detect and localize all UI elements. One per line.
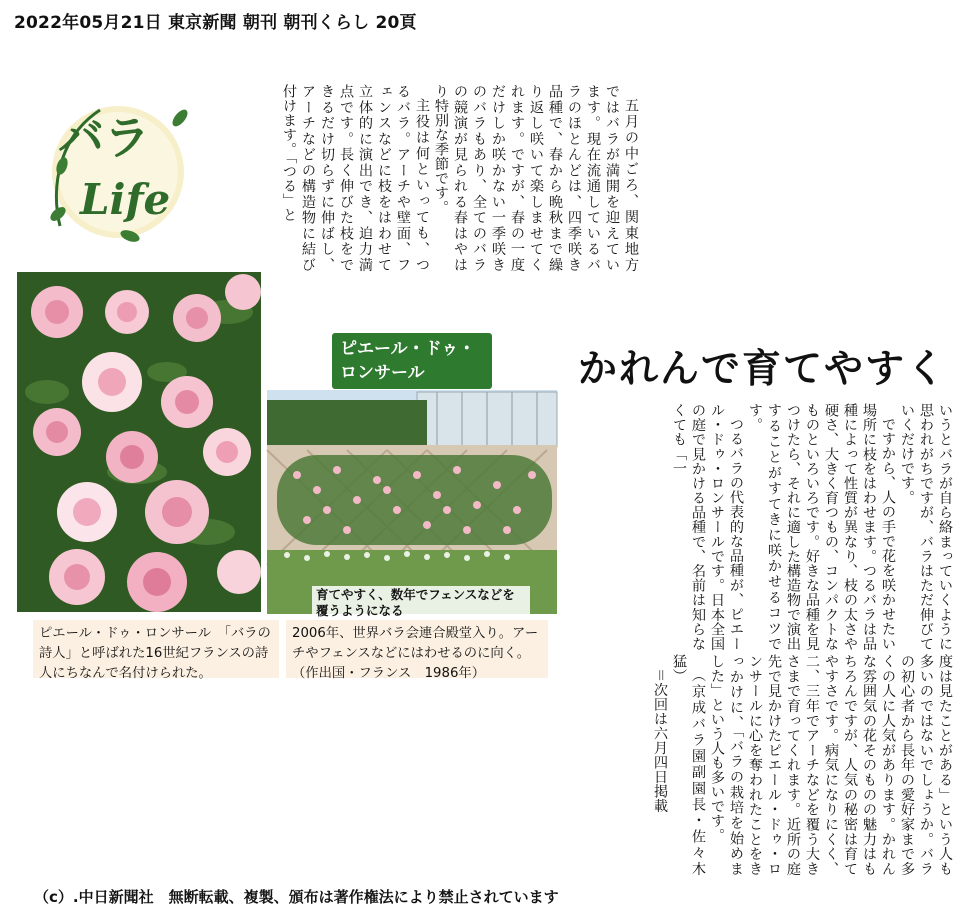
paragraph: 五月の中ごろ、関東地方ではバラが満開を迎えています。現在流通しているバラのほとんどは、四季咲き品種で、春から晩秋まで繰り返し咲いて楽しませてくれます。ですが、春の一度だけしか咲かない一季咲きのバラもあり、全てのバラの競演が見られる春はやはり特別な季節です。 [433,84,639,272]
paragraph: ですから、人の手で花を咲かせたい場所に枝をはわせます。つるバラは品種によって性質が異なり、枝の太さや硬さ、大きく育つもの、コンパクトなものといろいろです。好きな品種を見つけたら、それに適した構造物で演出することがすてきに咲かせるコツです。 [747,403,896,651]
logo-title-bottom: Life [80,175,171,224]
paragraph: 度は見たことがある」という人も多いのではないでしょうか。バラの初心者から長年の愛好家まで多くの人に人気があります。かれんな雰囲気の花そのものの魅力はもちろんですが、人気の秘密は育てやすさです。病気になりにくく、二、三年でアーチなどを覆う大きさまで育ってくれます。近所の庭先で見かけたピエール・ドゥ・ロンサールに心を奪われたことをきっかけに、「バラの栽培を始めました」という人も多いです。 [709,654,953,876]
right-photo-caption: 2006年、世界バラ会連合殿堂入り。アーチやフェンスなどにはわせるのに向く。（作出国・フランス 1986年） [286,620,548,678]
source-header: 2022年05月21日 東京新聞 朝刊 朝刊くらし 20頁 [14,13,417,33]
fence-photo-caption: 育てやすく、数年でフェンスなどを覆うようになる [312,586,530,620]
author-signature: （京成バラ園副園長・佐々木 猛） [671,654,706,891]
paragraph: つるバラの代表的な品種が、ピエール・ドゥ・ロンサールです。日本全国の庭で見かける品種で、名前は知らなくても「一 [671,403,744,651]
bara-life-logo [40,96,192,246]
article-column-1 [205,84,640,272]
left-photo-caption: ピエール・ドゥ・ロンサール 「バラの詩人」と呼ばれた16世紀フランスの詩人にちなんで名付けられた。 [33,620,279,678]
article-column-3 [560,654,954,891]
next-issue-note: ＝次回は六月四日掲載 [652,668,668,814]
copyright-footer: （c）.中日新聞社 無断転載、複製、頒布は著作権法により禁止されています [34,888,559,906]
rose-fence-photo [267,390,557,614]
logo-title-top: バラ [58,111,150,165]
rose-closeup-illustration [17,272,261,612]
article-headline: かれんで育てやすく [578,346,948,392]
paragraph: 主役は何といっても、つるバラ。アーチや壁面、フェンスなどに枝をはわせて立体的に演出でき、迫力満点です。長く伸びた枝をできるだけ切らずに伸ばし、アーチなどの構造物に結び付けます。「つる」と [281,84,430,272]
rose-fence-illustration [267,390,557,614]
paragraph: いうとバラが自ら絡まっていくように思われがちですが、バラはただ伸びていくだけです。 [899,403,953,651]
variety-label: ピエール・ドゥ・ロンサール [332,333,492,389]
article-column-2 [560,403,954,651]
rose-closeup-photo [17,272,261,612]
